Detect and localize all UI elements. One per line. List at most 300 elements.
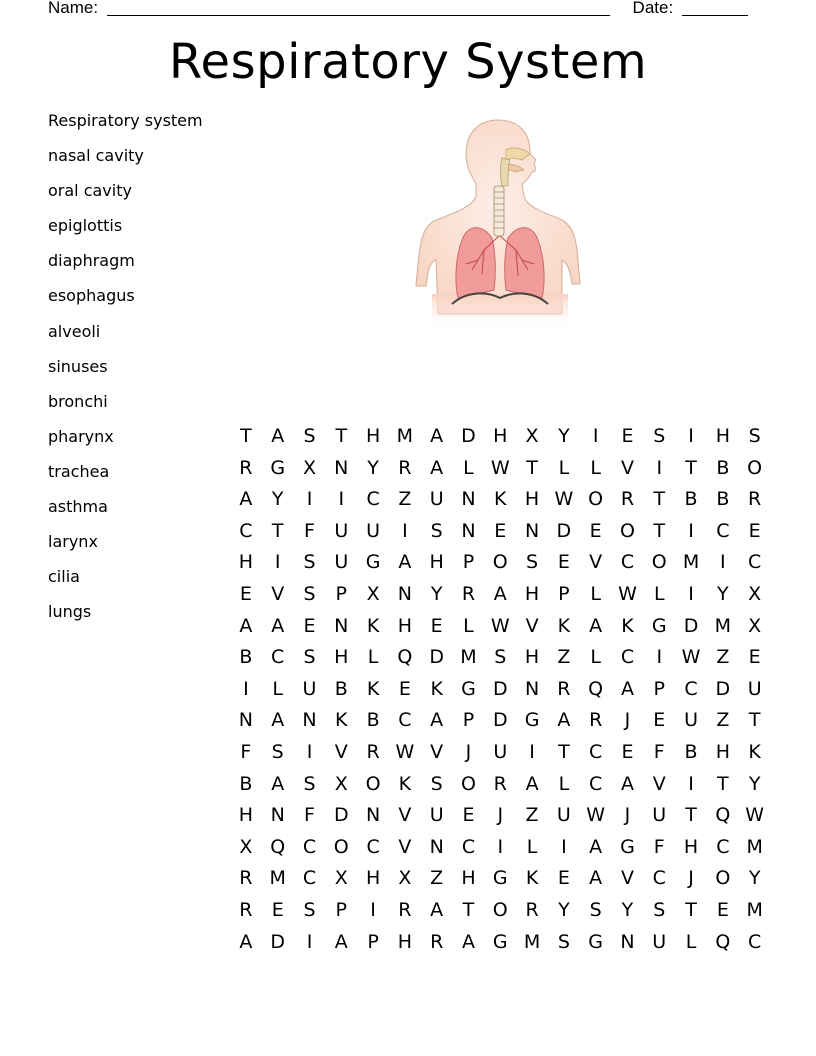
grid-letter[interactable]: H — [238, 804, 254, 827]
grid-letter[interactable]: O — [715, 867, 731, 890]
grid-letter[interactable]: E — [748, 646, 761, 669]
grid-letter[interactable]: A — [239, 614, 253, 637]
grid-letter[interactable]: G — [524, 709, 540, 732]
grid-letter[interactable]: O — [365, 772, 381, 795]
grid-row — [230, 613, 771, 645]
grid-letter[interactable]: L — [526, 835, 538, 858]
grid-row — [230, 518, 771, 550]
grid-letter[interactable]: M — [396, 425, 414, 447]
grid-letter[interactable]: S — [526, 551, 539, 574]
grid-letter[interactable]: V — [398, 804, 412, 827]
grid-letter[interactable]: N — [365, 804, 381, 827]
grid-letter[interactable]: H — [429, 551, 444, 574]
grid-letter[interactable]: D — [492, 677, 508, 700]
grid-letter[interactable]: N — [429, 835, 444, 858]
grid-letter[interactable]: A — [620, 677, 634, 700]
grid-letter[interactable]: M — [460, 646, 477, 669]
grid-letter[interactable]: A — [430, 456, 444, 479]
grid-letter[interactable]: S — [430, 772, 443, 795]
grid-letter[interactable]: T — [685, 898, 697, 921]
grid-letter[interactable]: C — [684, 677, 698, 700]
grid-letter[interactable]: T — [653, 519, 666, 542]
grid-letter[interactable]: H — [238, 551, 254, 574]
grid-letter[interactable]: S — [303, 898, 316, 921]
grid-letter[interactable]: H — [715, 740, 730, 763]
grid-letter[interactable]: C — [302, 867, 317, 890]
grid-letter[interactable]: S — [271, 740, 284, 763]
grid-letter[interactable]: L — [590, 646, 601, 669]
grid-letter[interactable]: A — [493, 582, 507, 605]
grid-letter[interactable]: I — [274, 551, 281, 574]
grid-letter[interactable]: V — [334, 740, 348, 763]
grid-letter[interactable]: I — [497, 835, 504, 858]
grid-row — [230, 802, 771, 834]
grid-letter[interactable]: D — [492, 709, 508, 732]
grid-letter[interactable]: C — [652, 867, 666, 890]
grid-letter[interactable]: K — [366, 614, 380, 637]
grid-letter[interactable]: L — [272, 677, 283, 700]
grid-letter[interactable]: A — [461, 930, 475, 953]
grid-letter[interactable]: T — [462, 898, 475, 921]
grid-letter[interactable]: O — [747, 456, 763, 479]
grid-letter[interactable]: J — [465, 740, 472, 763]
grid-letter[interactable]: Y — [748, 867, 761, 890]
grid-letter[interactable]: K — [494, 488, 507, 511]
grid-letter[interactable]: R — [525, 898, 539, 921]
grid-letter[interactable]: X — [302, 456, 316, 479]
grid-letter[interactable]: Y — [558, 898, 570, 921]
grid-letter[interactable]: K — [557, 614, 571, 637]
grid-letter[interactable]: H — [365, 867, 381, 890]
grid-letter[interactable]: B — [684, 740, 698, 763]
grid-letter[interactable]: W — [490, 456, 510, 479]
grid-letter[interactable]: R — [239, 898, 253, 921]
grid-letter[interactable]: H — [397, 930, 413, 953]
grid-letter[interactable]: R — [748, 488, 762, 511]
grid-letter[interactable]: V — [620, 456, 634, 479]
grid-letter[interactable]: M — [682, 551, 700, 574]
grid-letter[interactable]: C — [748, 930, 762, 953]
grid-letter[interactable]: M — [746, 898, 763, 921]
grid-letter[interactable]: W — [745, 804, 765, 827]
grid-letter[interactable]: E — [271, 898, 284, 921]
grid-letter[interactable]: K — [398, 772, 412, 795]
grid-letter[interactable]: U — [652, 804, 667, 827]
grid-letter[interactable]: C — [239, 519, 253, 542]
grid-letter[interactable]: X — [748, 582, 762, 605]
grid-letter[interactable]: R — [239, 867, 253, 890]
grid-letter[interactable]: S — [557, 930, 570, 953]
grid-letter[interactable]: D — [270, 930, 286, 953]
grid-letter[interactable]: H — [397, 614, 413, 637]
grid-letter[interactable]: Y — [621, 898, 634, 921]
grid-letter[interactable]: S — [303, 582, 316, 605]
grid-letter[interactable]: J — [624, 804, 631, 827]
grid-letter[interactable]: S — [589, 898, 602, 921]
word-list-item: sinuses — [48, 356, 108, 376]
grid-letter[interactable]: A — [239, 488, 253, 511]
grid-letter[interactable]: B — [334, 677, 348, 700]
grid-letter[interactable]: Y — [558, 425, 570, 447]
grid-letter[interactable]: I — [720, 551, 726, 574]
grid-letter[interactable]: P — [462, 709, 475, 732]
grid-letter[interactable]: E — [239, 582, 252, 605]
grid-letter[interactable]: U — [334, 519, 349, 542]
grid-letter[interactable]: X — [366, 582, 380, 605]
grid-letter[interactable]: E — [494, 519, 507, 542]
grid-letter[interactable]: H — [334, 646, 349, 669]
grid-letter[interactable]: K — [621, 614, 634, 637]
grid-letter[interactable]: S — [748, 425, 761, 447]
grid-letter[interactable]: V — [652, 772, 666, 795]
grid-letter[interactable]: Y — [430, 582, 443, 605]
grid-letter[interactable]: U — [493, 740, 508, 763]
grid-letter[interactable]: O — [588, 488, 604, 511]
grid-letter[interactable]: U — [652, 930, 667, 953]
grid-letter[interactable]: O — [651, 551, 667, 574]
grid-letter[interactable]: E — [716, 898, 729, 921]
grid-letter[interactable]: N — [461, 488, 476, 511]
grid-letter[interactable]: Z — [525, 804, 539, 827]
grid-letter[interactable]: X — [748, 614, 762, 637]
grid-letter[interactable]: N — [461, 519, 476, 542]
grid-letter[interactable]: F — [653, 740, 665, 763]
grid-letter[interactable]: I — [688, 582, 694, 605]
grid-letter[interactable]: R — [461, 582, 476, 605]
word-list-item: Respiratory system — [48, 111, 203, 130]
grid-letter[interactable]: O — [333, 835, 349, 858]
grid-letter[interactable]: A — [430, 898, 444, 921]
grid-letter[interactable]: L — [367, 646, 379, 669]
grid-letter[interactable]: D — [333, 804, 349, 827]
grid-letter[interactable]: L — [558, 456, 570, 479]
grid-letter[interactable]: O — [492, 898, 508, 921]
grid-letter[interactable]: S — [303, 646, 316, 669]
grid-letter[interactable]: E — [303, 614, 316, 637]
grid-letter[interactable]: W — [554, 488, 574, 511]
grid-letter[interactable]: Z — [430, 867, 444, 890]
grid-letter[interactable]: R — [430, 930, 444, 953]
grid-letter[interactable]: V — [398, 835, 412, 858]
grid-letter[interactable]: P — [558, 582, 570, 605]
grid-letter[interactable]: L — [590, 456, 601, 479]
grid-letter[interactable]: Y — [367, 456, 379, 479]
grid-letter[interactable]: P — [335, 898, 348, 921]
grid-letter[interactable]: W — [490, 614, 510, 637]
grid-letter[interactable]: N — [302, 709, 317, 732]
grid-letter[interactable]: G — [365, 551, 381, 574]
grid-letter[interactable]: V — [271, 582, 285, 605]
grid-letter[interactable]: C — [748, 551, 762, 574]
grid-letter[interactable]: C — [398, 709, 412, 732]
grid-letter[interactable]: P — [367, 930, 379, 953]
grid-letter[interactable]: J — [688, 867, 694, 890]
grid-letter[interactable]: W — [618, 582, 637, 605]
grid-letter[interactable]: N — [238, 709, 253, 732]
grid-letter[interactable]: H — [715, 425, 730, 447]
grid-letter[interactable]: K — [335, 709, 348, 732]
name-field[interactable] — [107, 0, 610, 16]
grid-letter[interactable]: A — [589, 614, 603, 637]
grid-letter[interactable]: B — [239, 646, 253, 669]
grid-letter[interactable]: X — [398, 867, 412, 890]
grid-letter[interactable]: E — [621, 425, 634, 447]
grid-letter[interactable]: G — [492, 867, 508, 890]
grid-letter[interactable]: W — [395, 740, 415, 763]
grid-letter[interactable]: S — [303, 772, 316, 795]
grid-letter[interactable]: U — [366, 519, 381, 542]
grid-letter[interactable]: I — [688, 519, 694, 542]
grid-letter[interactable]: V — [589, 551, 603, 574]
grid-letter[interactable]: R — [493, 772, 507, 795]
grid-letter[interactable]: C — [461, 835, 476, 858]
grid-letter[interactable]: W — [681, 646, 701, 669]
grid-letter[interactable]: S — [494, 646, 507, 669]
grid-letter[interactable]: X — [334, 867, 348, 890]
grid-letter[interactable]: B — [716, 456, 730, 479]
grid-letter[interactable]: L — [685, 930, 697, 953]
grid-letter[interactable]: R — [589, 709, 603, 732]
grid-letter[interactable]: D — [683, 614, 699, 637]
grid-letter[interactable]: J — [497, 804, 504, 827]
grid-letter[interactable]: O — [460, 772, 476, 795]
grid-letter[interactable]: I — [306, 930, 313, 953]
grid-letter[interactable]: Q — [588, 677, 604, 700]
grid-letter[interactable]: R — [239, 456, 253, 479]
grid-letter[interactable]: T — [526, 456, 538, 479]
grid-letter[interactable]: T — [748, 709, 761, 732]
grid-letter[interactable]: I — [338, 488, 345, 511]
grid-letter[interactable]: C — [366, 488, 380, 511]
grid-letter[interactable]: C — [589, 772, 603, 795]
grid-letter[interactable]: A — [525, 772, 539, 795]
grid-letter[interactable]: B — [684, 488, 698, 511]
grid-letter[interactable]: M — [746, 835, 763, 858]
grid-letter[interactable]: G — [620, 835, 635, 858]
grid-letter[interactable]: R — [398, 456, 412, 479]
grid-letter[interactable]: D — [429, 646, 444, 669]
grid-letter[interactable]: A — [398, 551, 412, 574]
grid-letter[interactable]: E — [557, 551, 570, 574]
word-list-item: asthma — [48, 497, 108, 517]
grid-letter[interactable]: M — [714, 614, 732, 637]
grid-letter[interactable]: R — [557, 677, 571, 700]
grid-letter[interactable]: E — [430, 614, 443, 637]
grid-letter[interactable]: E — [653, 709, 666, 732]
grid-letter[interactable]: C — [366, 835, 380, 858]
grid-letter[interactable]: N — [270, 804, 285, 827]
grid-letter[interactable]: Z — [398, 488, 412, 511]
grid-letter[interactable]: G — [270, 456, 286, 479]
grid-letter[interactable]: U — [556, 804, 571, 827]
grid-letter[interactable]: N — [334, 614, 349, 637]
date-label: Date: — [632, 0, 674, 17]
grid-letter[interactable]: K — [366, 677, 380, 700]
grid-letter[interactable]: A — [334, 930, 348, 953]
grid-letter[interactable]: E — [557, 867, 570, 890]
grid-letter[interactable]: B — [239, 772, 253, 795]
grid-letter[interactable]: I — [306, 740, 313, 763]
grid-letter[interactable]: D — [556, 519, 572, 542]
grid-letter[interactable]: A — [239, 930, 253, 953]
grid-letter[interactable]: Q — [397, 646, 413, 669]
grid-letter[interactable]: A — [271, 709, 285, 732]
grid-letter[interactable]: S — [303, 425, 316, 447]
grid-letter[interactable]: S — [430, 519, 443, 542]
grid-letter[interactable]: L — [558, 772, 570, 795]
grid-letter[interactable]: A — [271, 614, 285, 637]
grid-letter[interactable]: I — [402, 519, 408, 542]
grid-letter[interactable]: F — [304, 519, 315, 542]
grid-letter[interactable]: C — [620, 646, 635, 669]
grid-letter[interactable]: I — [592, 425, 599, 447]
grid-letter[interactable]: P — [462, 551, 475, 574]
grid-letter[interactable]: D — [715, 677, 731, 700]
grid-letter[interactable]: T — [240, 425, 252, 447]
grid-letter[interactable]: S — [303, 551, 316, 574]
grid-letter[interactable]: R — [620, 488, 635, 511]
grid-letter[interactable]: U — [747, 677, 762, 700]
grid-letter[interactable]: G — [588, 930, 604, 953]
grid-letter[interactable]: P — [335, 582, 348, 605]
grid-letter[interactable]: X — [334, 772, 348, 795]
grid-letter[interactable]: A — [271, 772, 285, 795]
grid-row — [230, 834, 771, 866]
grid-letter[interactable]: H — [365, 425, 381, 447]
grid-letter[interactable]: Z — [716, 646, 730, 669]
grid-letter[interactable]: F — [240, 740, 252, 763]
grid-letter[interactable]: C — [589, 740, 603, 763]
grid-letter[interactable]: Y — [717, 582, 729, 605]
grid-letter[interactable]: S — [653, 425, 666, 447]
grid-letter[interactable]: P — [653, 677, 665, 700]
grid-letter[interactable]: R — [398, 898, 412, 921]
grid-letter[interactable]: H — [524, 646, 540, 669]
grid-letter[interactable]: U — [684, 709, 699, 732]
grid-letter[interactable]: L — [653, 582, 665, 605]
grid-letter[interactable]: T — [335, 425, 348, 447]
grid-letter[interactable]: N — [524, 519, 540, 542]
grid-letter[interactable]: C — [271, 646, 285, 669]
grid-letter[interactable]: E — [589, 519, 602, 542]
grid-letter[interactable]: I — [243, 677, 249, 700]
grid-letter[interactable]: I — [529, 740, 535, 763]
grid-letter[interactable]: B — [716, 488, 730, 511]
grid-letter[interactable]: A — [589, 835, 603, 858]
grid-letter[interactable]: K — [748, 740, 761, 763]
grid-letter[interactable]: O — [492, 551, 508, 574]
grid-letter[interactable]: A — [589, 867, 603, 890]
grid-letter[interactable]: U — [429, 804, 444, 827]
grid-letter[interactable]: X — [525, 425, 539, 447]
grid-letter[interactable]: T — [685, 456, 697, 479]
grid-letter[interactable]: T — [685, 804, 697, 827]
grid-letter[interactable]: M — [523, 930, 541, 953]
grid-letter[interactable]: N — [397, 582, 412, 605]
grid-letter[interactable]: V — [430, 740, 444, 763]
grid-letter[interactable]: I — [306, 488, 313, 511]
grid-letter[interactable]: L — [590, 582, 601, 605]
grid-letter[interactable]: I — [370, 898, 376, 921]
grid-letter[interactable]: A — [430, 425, 444, 447]
grid-letter[interactable]: K — [430, 677, 443, 700]
grid-letter[interactable]: I — [561, 835, 567, 858]
grid-letter[interactable]: F — [653, 835, 665, 858]
grid-letter[interactable]: Q — [715, 930, 731, 953]
grid-letter[interactable]: A — [430, 709, 444, 732]
grid-letter[interactable]: G — [461, 677, 476, 700]
grid-letter[interactable]: I — [656, 646, 663, 669]
grid-letter[interactable]: B — [366, 709, 380, 732]
grid-letter[interactable]: V — [620, 867, 634, 890]
grid-letter[interactable]: Y — [748, 772, 761, 795]
grid-letter[interactable]: M — [269, 867, 286, 890]
grid-letter[interactable]: N — [334, 456, 349, 479]
grid-letter[interactable]: T — [717, 772, 729, 795]
grid-letter[interactable]: I — [656, 456, 663, 479]
grid-letter[interactable]: A — [557, 709, 571, 732]
grid-letter[interactable]: L — [463, 456, 474, 479]
grid-letter[interactable]: E — [748, 519, 761, 542]
grid-letter[interactable]: Z — [557, 646, 571, 669]
grid-letter[interactable]: T — [271, 519, 284, 542]
grid-letter[interactable]: C — [302, 835, 317, 858]
grid-row — [230, 423, 771, 455]
grid-letter[interactable]: N — [524, 677, 540, 700]
grid-letter[interactable]: Z — [716, 709, 730, 732]
grid-letter[interactable]: A — [620, 772, 634, 795]
grid-letter[interactable]: X — [239, 835, 253, 858]
grid-letter[interactable]: Q — [270, 835, 286, 858]
grid-letter[interactable]: H — [524, 488, 540, 511]
grid-letter[interactable]: G — [651, 614, 667, 637]
grid-letter[interactable]: L — [463, 614, 474, 637]
grid-letter[interactable]: F — [304, 804, 315, 827]
grid-letter[interactable]: U — [334, 551, 349, 574]
grid-letter[interactable]: E — [462, 804, 475, 827]
grid-letter[interactable]: R — [366, 740, 380, 763]
grid-letter[interactable]: J — [624, 709, 631, 732]
grid-letter[interactable]: G — [492, 930, 508, 953]
grid-letter[interactable]: D — [461, 425, 476, 447]
grid-letter[interactable]: I — [688, 772, 694, 795]
grid-letter[interactable]: E — [398, 677, 411, 700]
grid-letter[interactable]: O — [619, 519, 635, 542]
grid-letter[interactable]: C — [716, 519, 730, 542]
grid-letter[interactable]: T — [653, 488, 666, 511]
grid-letter[interactable]: T — [558, 740, 570, 763]
grid-letter[interactable]: A — [271, 425, 285, 447]
grid-letter[interactable]: H — [683, 835, 699, 858]
grid-letter[interactable]: U — [429, 488, 444, 511]
grid-letter[interactable]: K — [525, 867, 539, 890]
grid-letter[interactable]: U — [302, 677, 317, 700]
grid-letter[interactable]: V — [525, 614, 539, 637]
grid-letter[interactable]: Y — [271, 488, 284, 511]
grid-letter[interactable]: C — [716, 835, 730, 858]
grid-letter[interactable]: Q — [715, 804, 731, 827]
grid-letter[interactable]: W — [586, 804, 606, 827]
grid-letter[interactable]: H — [461, 867, 476, 890]
date-field[interactable] — [682, 0, 748, 16]
grid-letter[interactable]: E — [621, 740, 634, 763]
grid-letter[interactable]: C — [620, 551, 635, 574]
grid-letter[interactable]: H — [524, 582, 540, 605]
grid-letter[interactable]: S — [653, 898, 666, 921]
grid-letter[interactable]: I — [688, 425, 694, 447]
grid-letter[interactable]: H — [493, 425, 508, 447]
grid-letter[interactable]: N — [620, 930, 635, 953]
